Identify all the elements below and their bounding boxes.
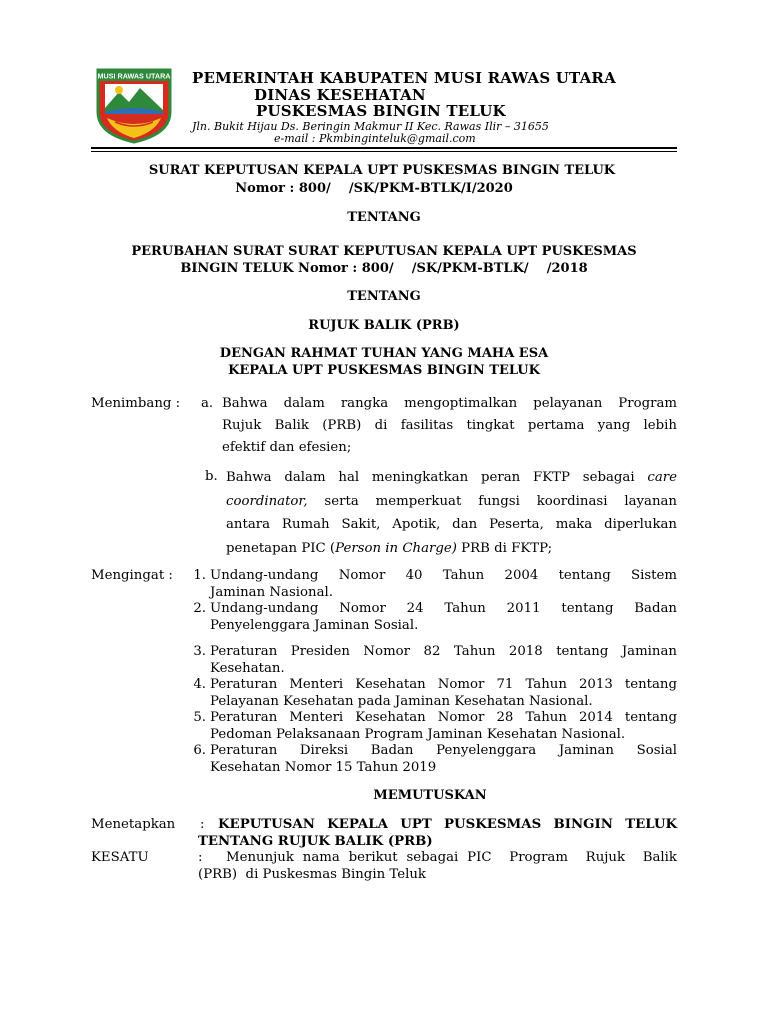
letterhead-rule-thin bbox=[91, 151, 677, 152]
mengingat-item bbox=[186, 676, 677, 710]
regency-logo bbox=[95, 68, 173, 144]
kesatu-line-2: (PRB) di Puskesmas Bingin Teluk bbox=[198, 867, 426, 882]
mengingat-item-line: Peraturan Presiden Nomor 82 Tahun 2018 tentang Jaminan bbox=[210, 644, 677, 659]
menimbang-label: Menimbang : bbox=[91, 396, 181, 411]
decree-subject: RUJUK BALIK (PRB) bbox=[308, 318, 460, 333]
mengingat-item-line: Penyelenggara Jaminan Sosial. bbox=[210, 618, 419, 633]
mengingat-item-line: Jaminan Nasional. bbox=[210, 585, 334, 600]
letterhead-line-3: PUSKESMAS BINGIN TELUK bbox=[256, 102, 506, 120]
menetapkan-text bbox=[218, 816, 677, 833]
mengingat-item-line: Peraturan Direksi Badan Penyelenggara Jaminan Sosial bbox=[210, 743, 677, 758]
mengingat-item bbox=[186, 709, 677, 743]
menimbang-b-line-4 bbox=[226, 537, 677, 561]
kesatu-line-1: Menunjuk nama berikut sebagai PIC Program Rujuk Balik bbox=[226, 850, 677, 865]
menimbang-a-marker: a. bbox=[201, 396, 214, 411]
menimbang-b-line-1 bbox=[226, 466, 677, 490]
mengingat-item bbox=[186, 742, 677, 776]
logo-text: MUSI RAWAS UTARA bbox=[97, 71, 171, 81]
mengingat-item-line: Pedoman Pelaksanaan Program Jaminan Kesehatan Nasional. bbox=[210, 727, 626, 742]
mengingat-item bbox=[186, 567, 677, 601]
mengingat-item-line: Undang-undang Nomor 40 Tahun 2004 tentang Sistem bbox=[210, 568, 677, 583]
invocation-line: DENGAN RAHMAT TUHAN YANG MAHA ESA bbox=[219, 346, 549, 361]
regency-emblem-icon bbox=[95, 68, 173, 144]
mengingat-item-number: 4. bbox=[193, 677, 206, 692]
mengingat-item bbox=[186, 600, 677, 634]
menimbang-a-line: Rujuk Balik (PRB) di fasilitas tingkat pertama yang lebih bbox=[222, 418, 677, 433]
letterhead-line-1: PEMERINTAH KABUPATEN MUSI RAWAS UTARA bbox=[192, 69, 616, 87]
memutuskan-heading: MEMUTUSKAN bbox=[373, 788, 487, 803]
menetapkan-line-1: KEPUTUSAN KEPALA UPT PUSKESMAS BINGIN TELUK bbox=[218, 817, 677, 832]
mengingat-item-line: Kesehatan Nomor 15 Tahun 2019 bbox=[210, 760, 437, 775]
menimbang-b-line-2 bbox=[226, 490, 677, 514]
menimbang-a-text bbox=[222, 393, 677, 459]
mengingat-item-line: Pelayanan Kesehatan pada Jaminan Kesehatan Nasional. bbox=[210, 694, 593, 709]
menimbang-b-line-2-text: serta memperkuat fungsi koordinasi layanan bbox=[324, 493, 677, 509]
mengingat-item-line: Kesehatan. bbox=[210, 661, 285, 676]
letterhead-rule-thick bbox=[91, 147, 677, 149]
mengingat-item-line: Undang-undang Nomor 24 Tahun 2011 tentang Badan bbox=[210, 601, 677, 616]
decree-number: Nomor : 800/ /SK/PKM-BTLK/I/2020 bbox=[235, 181, 513, 196]
menimbang-b-marker: b. bbox=[205, 469, 218, 484]
mengingat-item-number: 3. bbox=[193, 644, 206, 659]
tentang-heading-1: TENTANG bbox=[347, 210, 421, 225]
amendment-line-2: BINGIN TELUK Nomor : 800/ /SK/PKM-BTLK/ /2018 bbox=[180, 261, 588, 276]
menetapkan-label: Menetapkan bbox=[91, 817, 176, 832]
menimbang-b-line-3: antara Rumah Sakit, Apotik, dan Peserta, maka diperlukan bbox=[226, 517, 677, 532]
mengingat-item-number: 6. bbox=[193, 743, 206, 758]
kesatu-colon: : bbox=[198, 850, 203, 865]
menetapkan-line-2: TENTANG RUJUK BALIK (PRB) bbox=[198, 834, 433, 849]
menetapkan-colon: : bbox=[200, 817, 205, 832]
menimbang-b-text bbox=[226, 466, 677, 560]
amendment-line-1: PERUBAHAN SURAT SURAT KEPUTUSAN KEPALA UPT PUSKESMAS bbox=[131, 244, 637, 259]
letterhead-email: e-mail : Pkmbinginteluk@gmail.com bbox=[274, 132, 476, 145]
mengingat-item-line: Peraturan Menteri Kesehatan Nomor 71 Tahun 2013 tentang bbox=[210, 677, 677, 692]
mengingat-item-line: Peraturan Menteri Kesehatan Nomor 28 Tahun 2014 tentang bbox=[210, 710, 677, 725]
menimbang-b-line-4-text-b: PRB di FKTP; bbox=[456, 540, 553, 556]
menimbang-b-line-1-text: Bahwa dalam hal meningkatkan peran FKTP sebagai bbox=[226, 470, 635, 485]
mengingat-item-number: 1. bbox=[193, 568, 206, 583]
letterhead-address: Jln. Bukit Hijau Ds. Beringin Makmur II Kec. Rawas Ilir – 31655 bbox=[192, 120, 549, 133]
decree-title: SURAT KEPUTUSAN KEPALA UPT PUSKESMAS BINGIN TELUK bbox=[148, 163, 616, 178]
menimbang-b-line-4-text-a: penetapan PIC ( bbox=[226, 540, 336, 556]
mengingat-label: Mengingat : bbox=[91, 568, 173, 583]
kesatu-text bbox=[226, 849, 677, 866]
menimbang-a-line: Bahwa dalam rangka mengoptimalkan pelayanan Program bbox=[222, 396, 677, 411]
menimbang-b-line-1-italic: care bbox=[647, 470, 677, 485]
letterhead-line-2: DINAS KESEHATAN bbox=[254, 86, 426, 104]
menimbang-b-line-4-italic: Person in Charge) bbox=[335, 540, 457, 556]
menimbang-a-line: efektif dan efesien; bbox=[222, 440, 352, 455]
tentang-heading-2: TENTANG bbox=[347, 289, 421, 304]
mengingat-item-number: 5. bbox=[193, 710, 206, 725]
menimbang-b-line-2-italic: coordinator, bbox=[226, 493, 308, 509]
kesatu-label: KESATU bbox=[91, 850, 149, 865]
mengingat-item-number: 2. bbox=[193, 601, 206, 616]
issuer-line: KEPALA UPT PUSKESMAS BINGIN TELUK bbox=[228, 363, 540, 378]
mengingat-item bbox=[186, 643, 677, 677]
